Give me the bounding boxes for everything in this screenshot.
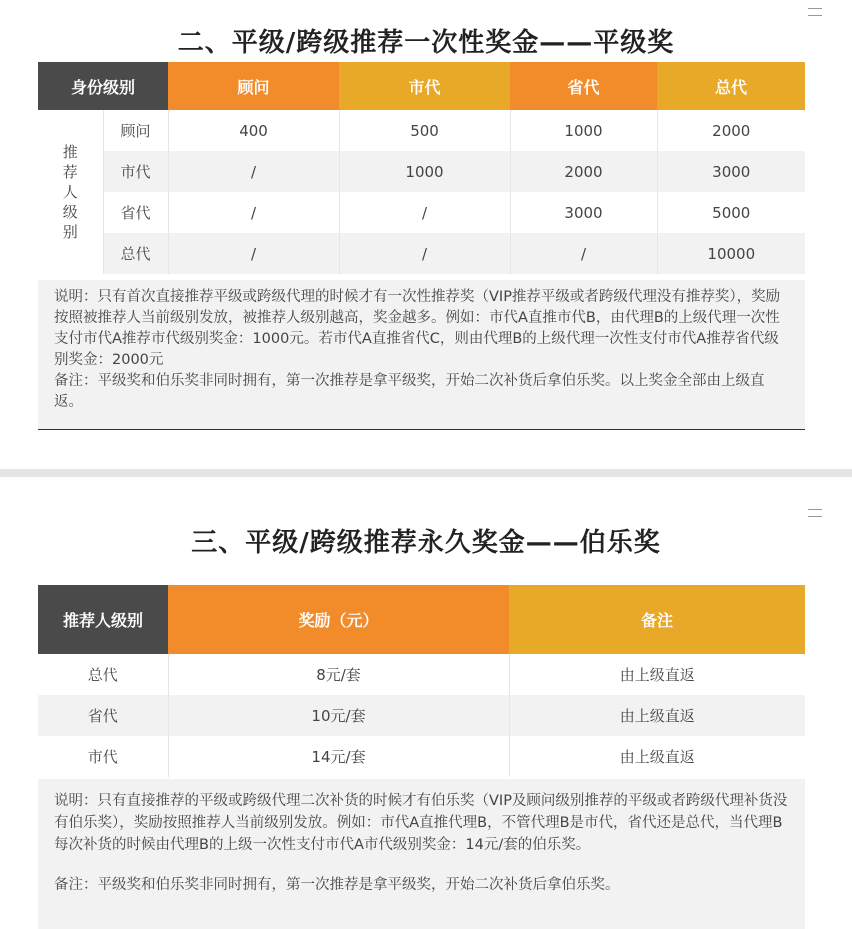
note-remark: 备注：平级奖和伯乐奖非同时拥有，第一次推荐是拿平级奖，开始二次补货后拿伯乐奖。以上奖金全部由上级直返。: [54, 373, 765, 410]
header-remark: 备注: [509, 585, 805, 654]
table-cell: /: [510, 233, 657, 274]
note-description: 说明：只有直接推荐的平级或跨级代理二次补货的时候才有伯乐奖（VIP及顾问级别推荐的平级或者跨级代理补货没有伯乐奖），奖励按照推荐人当前级别发放。例如：市代A直推代理B，不管代理B是市代，省代还是总代，当代理B每次补货的时候由代理B的上级一次性支付市代A市代级别奖金：14元/套的伯乐奖。: [54, 793, 788, 853]
table-cell: /: [168, 192, 339, 233]
row-reward: 10元/套: [168, 695, 509, 736]
table-row: [38, 192, 805, 233]
header-recommender-level: 推荐人级别: [38, 585, 168, 654]
mentor-bonus-table: [38, 585, 805, 777]
note-remark: 备注：平级奖和伯乐奖非同时拥有，第一次推荐是拿平级奖，开始二次补货后拿伯乐奖。: [54, 877, 620, 893]
table-cell: 10000: [657, 233, 805, 274]
table-row: [38, 110, 805, 151]
table-cell: /: [339, 233, 510, 274]
table-header-row: [38, 62, 805, 110]
table-cell: 500: [339, 110, 510, 151]
row-level: 顾问: [103, 110, 168, 151]
table-cell: /: [339, 192, 510, 233]
section2-note: [38, 779, 805, 929]
row-level: 省代: [103, 192, 168, 233]
header-province-agent: 省代: [510, 62, 657, 110]
table-row: [38, 736, 805, 777]
section-divider: [0, 469, 852, 477]
table-row: [38, 233, 805, 274]
header-identity-level: 身份级别: [38, 62, 168, 110]
table-cell: /: [168, 233, 339, 274]
row-level: 市代: [38, 736, 168, 777]
row-reward: 8元/套: [168, 654, 509, 695]
table-cell: 400: [168, 110, 339, 151]
table-cell: 3000: [510, 192, 657, 233]
row-reward: 14元/套: [168, 736, 509, 777]
header-city-agent: 市代: [339, 62, 510, 110]
table-cell: 2000: [712, 121, 751, 140]
section1-note: [38, 280, 805, 429]
recommender-level-text: 推 荐 人 级 别: [62, 143, 78, 241]
divider-line: [38, 429, 805, 430]
table-cell: 2000: [510, 151, 657, 192]
note-description: 说明：只有首次直接推荐平级或跨级代理的时候才有一次性推荐奖（VIP推荐平级或者跨级代理没有推荐奖），奖励按照被推荐人当前级别发放，被推荐人级别越高，奖金越多。例如：市代A直推市代B，由代理B的上级代理一次性支付市代A推荐市代级别奖金：1000元。若市代A直推省代C，则由代理B的上级代理一次性支付市代A推荐省代级别奖金：2000元: [54, 289, 781, 368]
table-row: [38, 695, 805, 736]
row-level: 总代: [103, 233, 168, 274]
row-level: 省代: [38, 695, 168, 736]
header-general-agent: 总代: [657, 62, 805, 110]
table-header-row: [38, 585, 805, 654]
row-remark: 由上级直返: [509, 695, 805, 736]
table-cell: 1000: [510, 110, 657, 151]
row-remark: 由上级直返: [619, 748, 695, 766]
table-cell: 5000: [712, 203, 751, 222]
header-consultant: 顾问: [168, 62, 339, 110]
table-row: [38, 151, 805, 192]
row-remark: 由上级直返: [619, 666, 695, 684]
row-level: 总代: [38, 654, 168, 695]
menu-icon[interactable]: [808, 8, 822, 16]
section2-title: 三、平级/跨级推荐永久奖金——伯乐奖: [191, 528, 661, 558]
table-row: [38, 654, 805, 695]
menu-icon[interactable]: [808, 509, 822, 517]
section1-title: 二、平级/跨级推荐一次性奖金——平级奖: [177, 28, 675, 58]
recommender-level-label: [38, 110, 103, 274]
table-cell: 1000: [339, 151, 510, 192]
table-cell: /: [168, 151, 339, 192]
peer-bonus-table: [38, 62, 805, 274]
table-cell: 3000: [657, 151, 805, 192]
header-reward: 奖励（元）: [168, 585, 509, 654]
row-level: 市代: [103, 151, 168, 192]
